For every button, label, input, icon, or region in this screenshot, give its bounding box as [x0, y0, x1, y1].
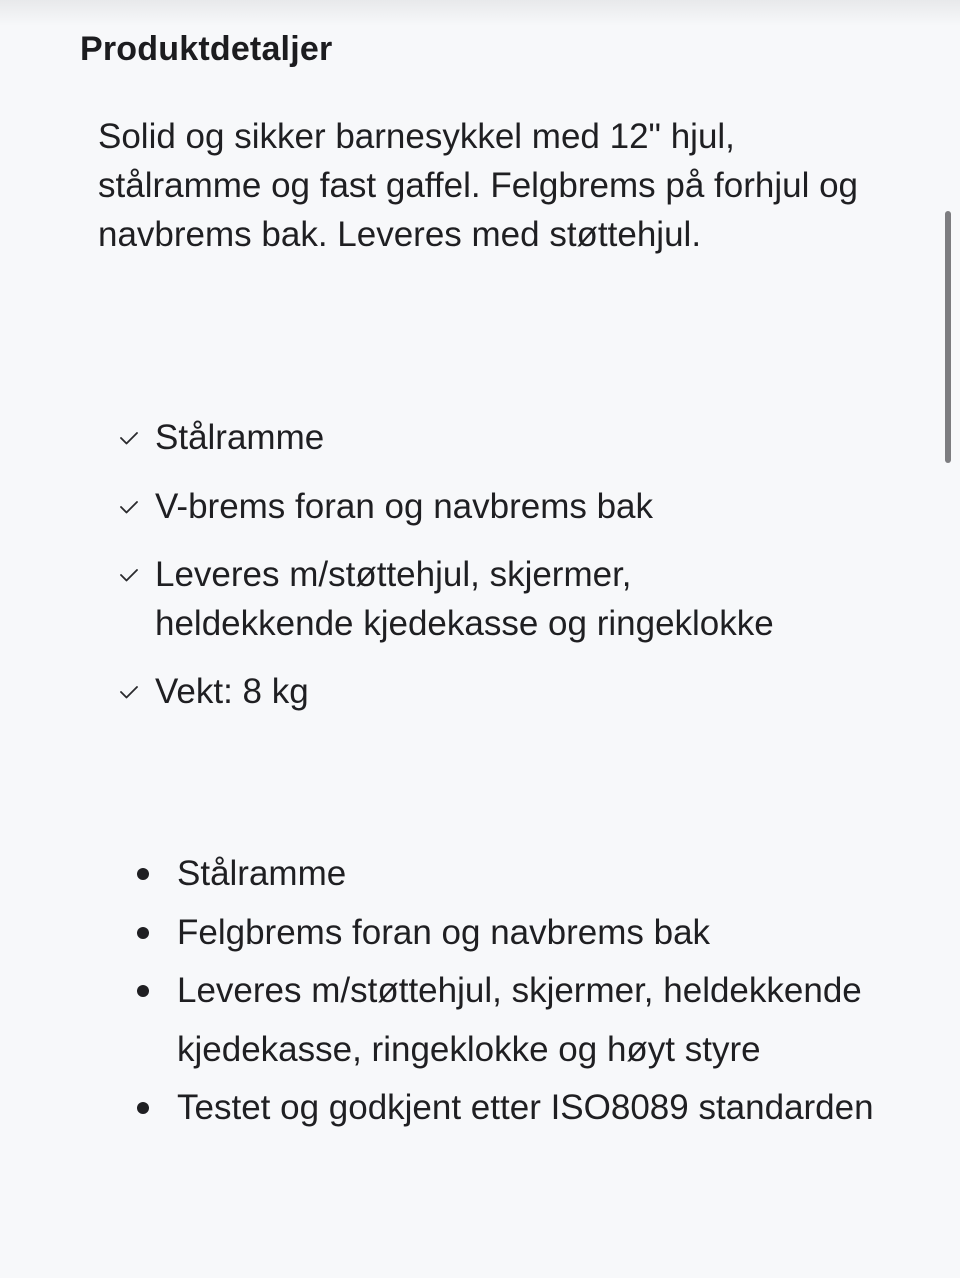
bullet-icon [137, 1102, 149, 1114]
check-list-item-label: Vekt: 8 kg [155, 672, 309, 711]
feature-bullet-list [134, 845, 874, 1138]
bullet-list-item [134, 962, 874, 1079]
bullet-icon [137, 985, 149, 997]
bullet-list-item-label: Stålramme [177, 854, 347, 893]
bullet-icon [137, 927, 149, 939]
bullet-list-item-label: Testet og godkjent etter ISO8089 standarden [177, 1088, 874, 1127]
check-list-item-label: V-brems foran og navbrems bak [155, 486, 654, 526]
bullet-list-item [134, 845, 874, 904]
check-list-item [118, 483, 838, 532]
bullet-list-item [134, 1079, 874, 1138]
check-icon [118, 427, 140, 449]
bullet-list-item-label: Felgbrems foran og navbrems bak [177, 912, 711, 952]
bullet-list-item [134, 904, 874, 963]
feature-check-list [118, 414, 838, 737]
check-list-item [118, 668, 838, 717]
bullet-list-item-label: Leveres m/støttehjul, skjermer, heldekkende kjedekasse, ringeklokke og høyt styre [177, 971, 862, 1069]
check-icon [118, 681, 140, 703]
vertical-scrollbar-thumb[interactable] [945, 211, 951, 463]
check-list-item-label: Stålramme [155, 418, 325, 457]
check-list-item [118, 551, 838, 648]
bullet-icon [137, 868, 149, 880]
section-title: Produktdetaljer [80, 30, 333, 68]
check-list-item-label: Leveres m/støttehjul, skjermer, heldekkende kjedekasse og ringeklokke [155, 555, 774, 643]
check-icon [118, 496, 140, 518]
check-list-item [118, 414, 838, 463]
product-description: Solid og sikker barnesykkel med 12" hjul, stålramme og fast gaffel. Felgbrems på forhjul og navbrems bak. Leveres med støttehjul. [98, 117, 859, 254]
check-icon [118, 564, 140, 586]
